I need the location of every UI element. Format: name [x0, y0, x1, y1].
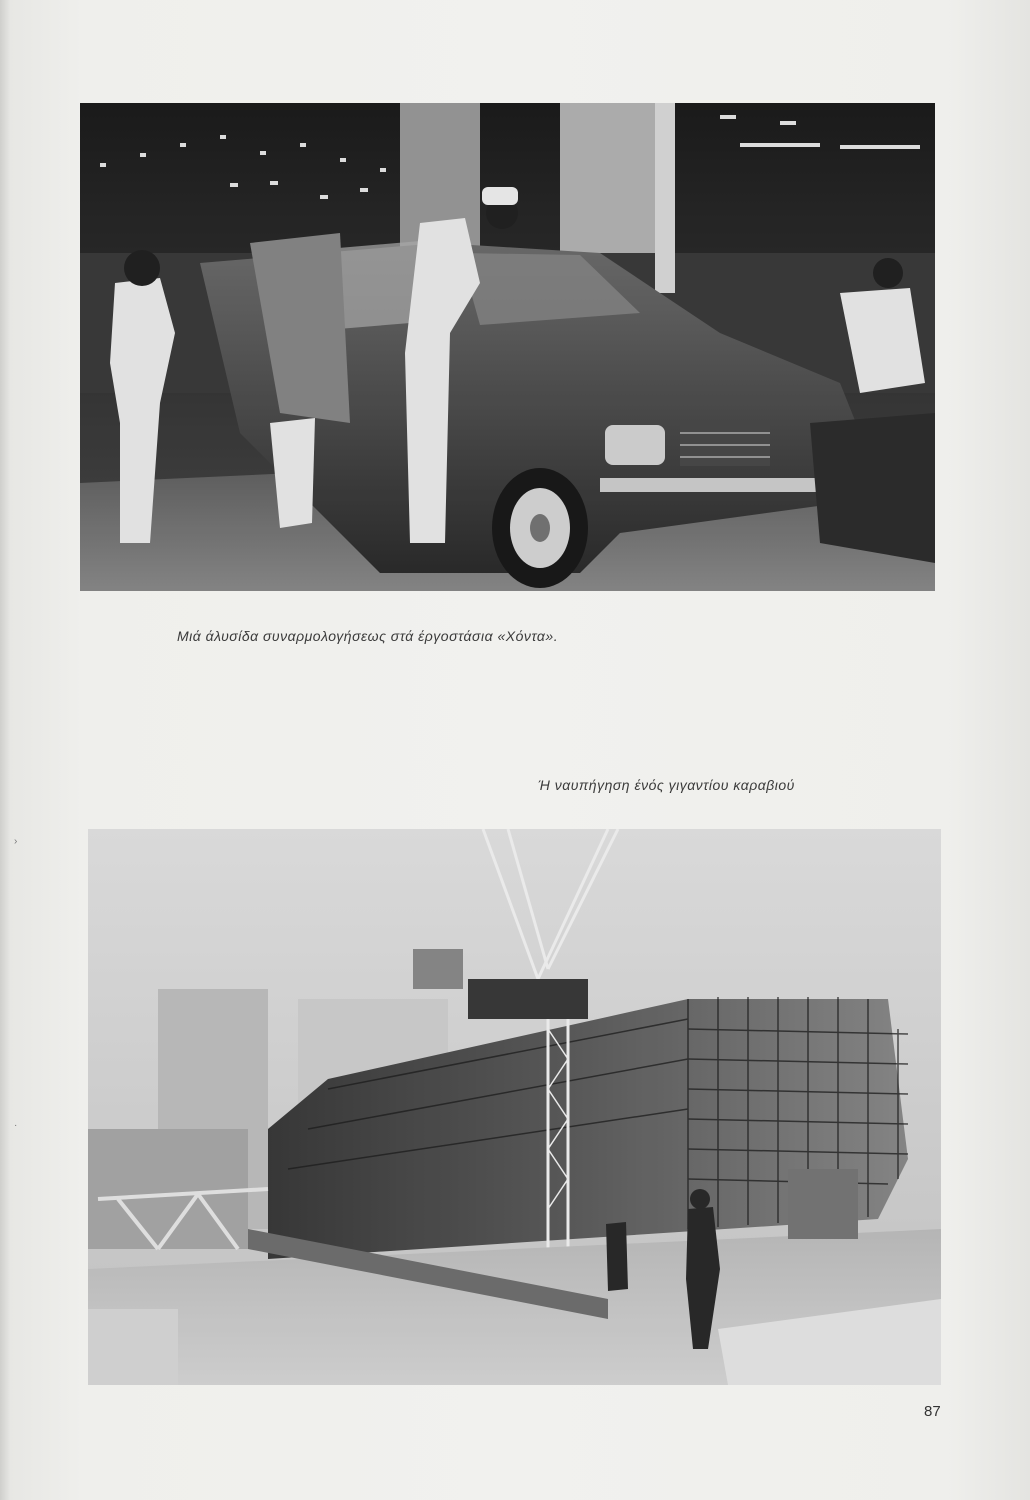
shipyard-illustration [88, 829, 941, 1385]
page-edge-shadow [0, 0, 10, 1500]
margin-mark: · [14, 1120, 18, 1131]
top-photo-caption: Μιά άλυσίδα συναρμολογήσεως στά έργοστάσια «Χόντα». [177, 628, 559, 644]
margin-mark: › [14, 836, 18, 847]
bottom-photo-caption: Ή ναυπήγηση ένός γιγαντίου καραβιού [538, 777, 795, 793]
assembly-line-illustration [80, 103, 935, 591]
page-number: 87 [924, 1403, 941, 1420]
assembly-line-photo [80, 103, 935, 591]
shipyard-photo [88, 829, 941, 1385]
